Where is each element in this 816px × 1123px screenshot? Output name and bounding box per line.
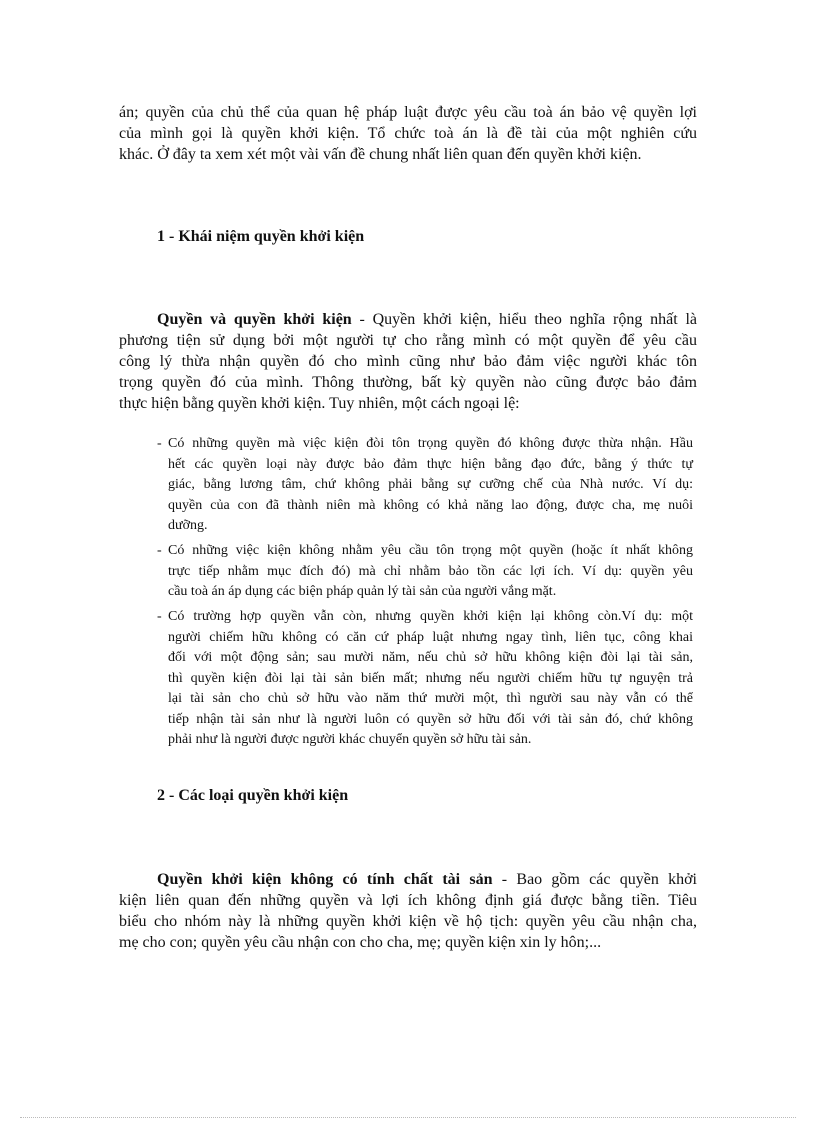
text-line: mẹ cho con; quyền yêu cầu nhận con cho cha, mẹ; quyền kiện xin ly hôn;... xyxy=(119,934,602,951)
text-line: kiện liên quan đến những quyền và lợi ích không định giá được bằng tiền. Tiêu xyxy=(119,892,697,909)
text-line: án; quyền của chủ thể của quan hệ pháp luật được yêu cầu toà án bảo vệ quyền lợi xyxy=(119,104,697,121)
text-line: cầu toà án áp dụng các biện pháp quản lý tài sản của người vắng mặt. xyxy=(168,584,557,599)
section-2-paragraph xyxy=(119,869,697,953)
bullet-dash: - xyxy=(157,436,162,451)
text-line: dưỡng. xyxy=(168,518,208,533)
paragraph-lead: Quyền khởi kiện không có tính chất tài sản xyxy=(157,871,493,888)
section-2-heading: 2 - Các loại quyền khởi kiện xyxy=(157,787,349,804)
section-1-paragraph xyxy=(119,309,697,414)
text-line: của mình gọi là quyền khởi kiện. Tổ chức toà án là đề tài của một nghiên cứu xyxy=(119,125,697,142)
text-line: giác, bằng lương tâm, chứ không phải bằng sự cưỡng chế của Nhà nước. Ví dụ: xyxy=(168,477,693,492)
text-line: công lý thừa nhận quyền đó cho mình cũng như bảo đảm việc người khác tôn xyxy=(119,353,697,370)
text-line: biểu cho nhóm này là những quyền khởi kiện về hộ tịch: quyền yêu cầu nhận cha, xyxy=(119,913,697,930)
text-line: người chiếm hữu không có căn cứ pháp luật nhưng ngay tình, liên tục, công khai xyxy=(168,629,693,645)
text-line: Có trường hợp quyền vẫn còn, nhưng quyền khởi kiện lại không còn.Ví dụ: một xyxy=(168,609,693,624)
text-line: lại tài sản cho chủ sở hữu vào năm thứ mười một, thì người sau này vẫn có thể xyxy=(168,691,693,706)
section-1-heading: 1 - Khái niệm quyền khởi kiện xyxy=(157,228,365,245)
bullet-item xyxy=(157,607,693,751)
text-line: khác. Ở đây ta xem xét một vài vấn đề chung nhất liên quan đến quyền khởi kiện. xyxy=(119,146,642,163)
text-line: thì quyền kiện đòi lại tài sản biến mất; nhưng nếu người chiếm hữu tự nguyện trả xyxy=(168,670,693,686)
text-line: trực tiếp nhằm mục đích đó) mà chỉ nhằm bảo tồn các lợi ích. Ví dụ: quyền yêu xyxy=(168,563,693,579)
text-line: thực hiện bằng quyền khởi kiện. Tuy nhiên, một cách ngoại lệ: xyxy=(119,395,520,412)
text-line: tiếp nhận tài sản như là người luôn có quyền sở hữu đối với tài sản đó, chứ không xyxy=(168,711,693,727)
text-line: phương tiện sử dụng bởi một người tự cho rằng mình có một quyền để yêu cầu xyxy=(119,332,697,349)
text-line: trọng quyền đó của mình. Thông thường, bất kỳ quyền nào cũng được bảo đảm xyxy=(119,374,697,391)
text-line: Có những quyền mà việc kiện đòi tôn trọng quyền đó không được thừa nhận. Hầu xyxy=(168,436,693,451)
text-line: phải như là người được người khác chuyển quyền sở hữu tài sản. xyxy=(168,732,532,747)
text-line: Có những việc kiện không nhằm yêu cầu tôn trọng một quyền (hoặc ít nhất không xyxy=(168,543,693,558)
intro-paragraph xyxy=(119,102,697,165)
text-line: - Bao gồm các quyền khởi xyxy=(492,871,697,888)
text-line: hết các quyền loại này được bảo đảm thực hiện bằng đạo đức, bằng ý thức tự xyxy=(168,456,693,472)
paragraph-lead: Quyền và quyền khởi kiện xyxy=(157,311,352,328)
text-line: - Quyền khởi kiện, hiểu theo nghĩa rộng nhất là xyxy=(351,311,697,328)
bullet-dash: - xyxy=(157,543,162,558)
bullet-dash: - xyxy=(157,609,162,624)
bullet-item xyxy=(157,434,693,537)
text-line: quyền của con đã thành niên mà không có khả năng lao động, được cha, mẹ nuôi xyxy=(168,497,693,513)
text-line: đối với một động sản; sau mười năm, nếu chủ sở hữu không kiện đòi lại tài sản, xyxy=(168,650,693,665)
bullet-item xyxy=(157,541,693,603)
page-bottom-rule xyxy=(20,1117,796,1118)
